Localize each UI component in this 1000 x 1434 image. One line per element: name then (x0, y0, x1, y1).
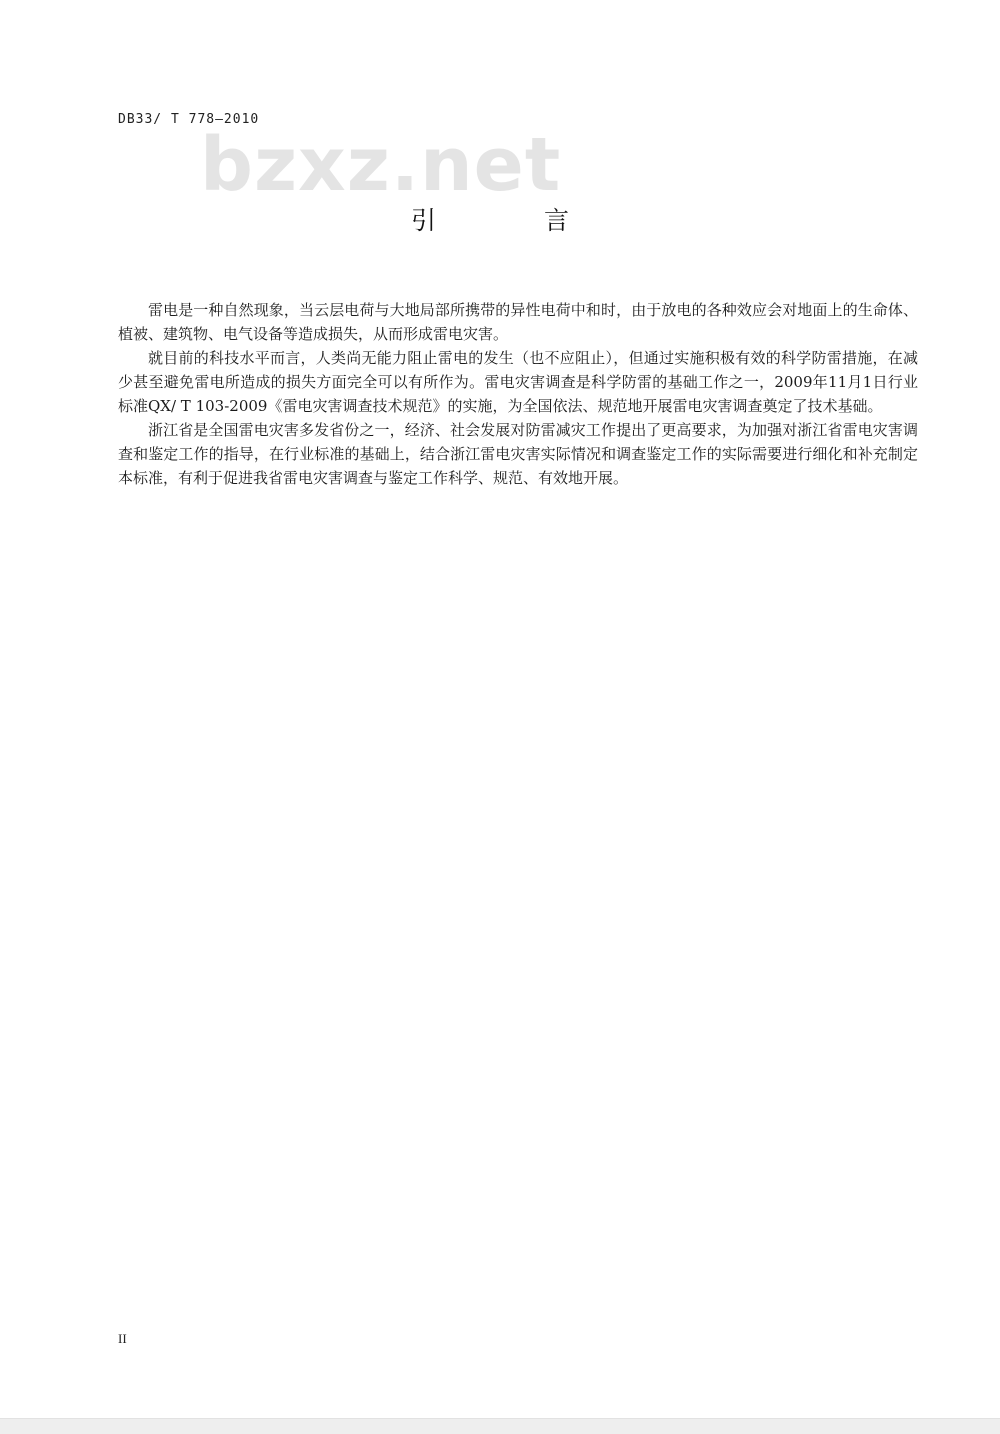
paragraph-3: 浙江省是全国雷电灾害多发省份之一，经济、社会发展对防雷减灾工作提出了更高要求，为加强对浙江省雷电灾害调查和鉴定工作的指导，在行业标准的基础上，结合浙江雷电灾害实际情况和调查鉴定工作的实际需要进行细化和补充制定本标准，有利于促进我省雷电灾害调查与鉴定工作科学、规范、有效地开展。 (118, 421, 918, 487)
viewer-footer-band (0, 1418, 1000, 1434)
paragraph-1: 雷电是一种自然现象，当云层电荷与大地局部所携带的异性电荷中和时，由于放电的各种效应会对地面上的生命体、植被、建筑物、电气设备等造成损失，从而形成雷电灾害。 (118, 301, 918, 343)
page-number: II (118, 1331, 127, 1346)
standard-code: DB33/ T 778—2010 (118, 112, 260, 127)
section-title: 引 言 (411, 206, 619, 235)
paragraph-2: 就目前的科技水平而言，人类尚无能力阻止雷电的发生（也不应阻止），但通过实施积极有效的科学防雷措施，在减少甚至避免雷电所造成的损失方面完全可以有所作为。雷电灾害调查是科学防雷的基础工作之一，2009年11月1日行业标准QX/ T 103-2009《雷电灾害调查技术规范》的实施，为全国依法、规范地开展雷电灾害调查奠定了技术基础。 (118, 349, 918, 415)
watermark: bzxz.net (200, 122, 562, 208)
introduction-body (118, 298, 918, 490)
